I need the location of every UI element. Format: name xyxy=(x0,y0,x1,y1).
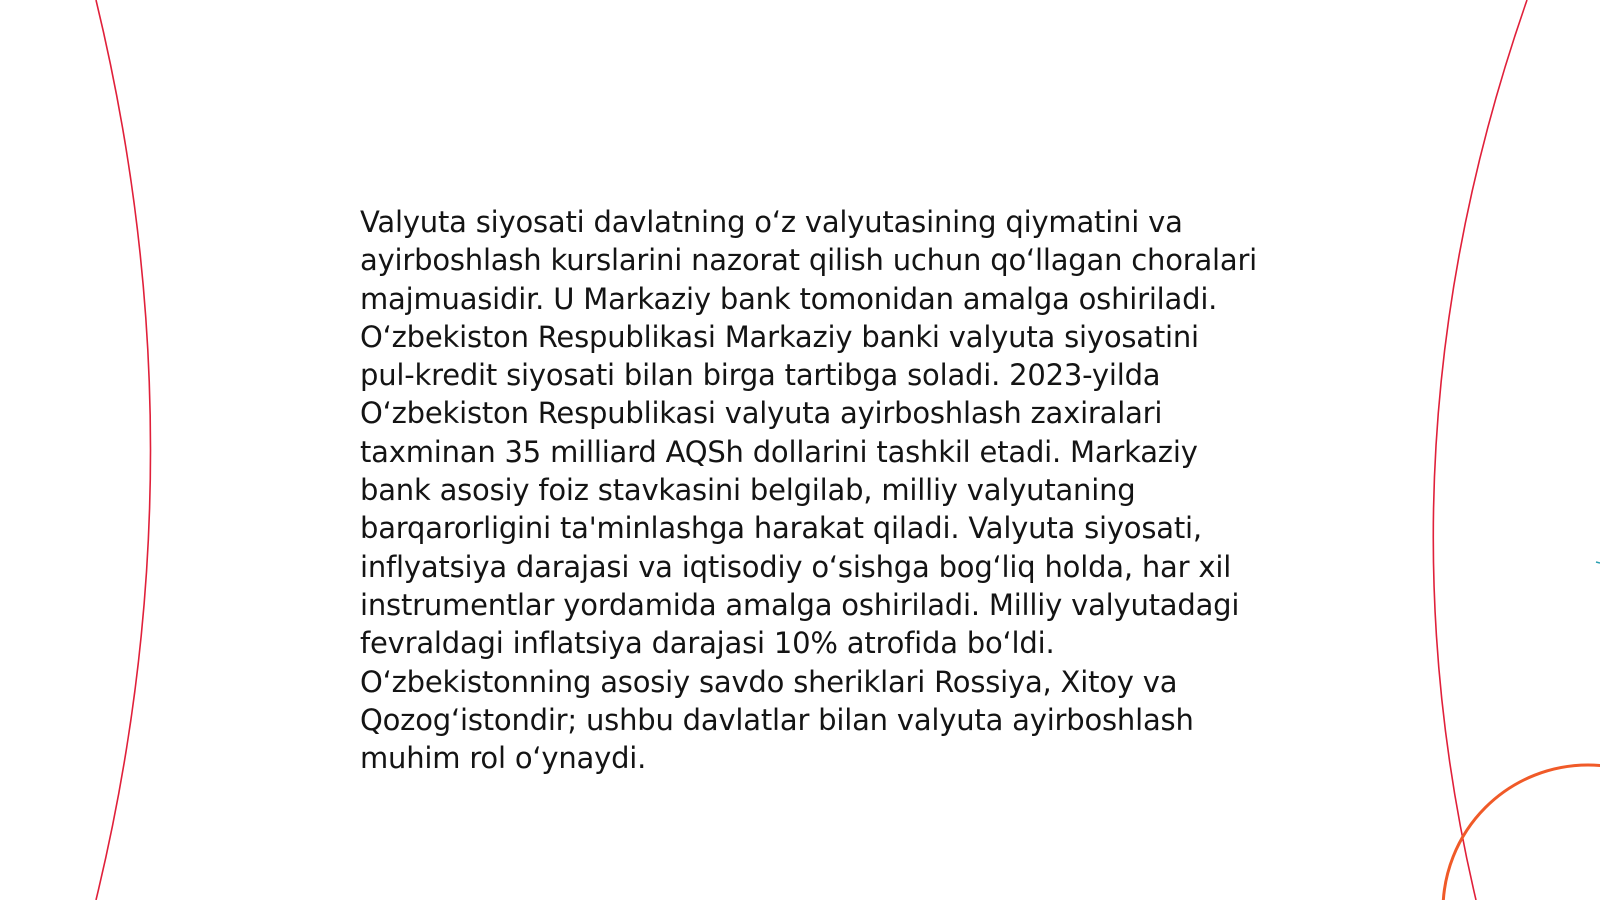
orange-arc xyxy=(1443,765,1600,900)
right-curve-line xyxy=(1433,0,1527,900)
body-paragraph: Valyuta siyosati davlatning o‘z valyutasining qiymatini va ayirboshlash kurslarini nazorat qilish uchun qo‘llagan choralari majmuasidir. U Markaziy bank tomonidan amalga oshiriladi. O‘zbekiston Respublikasi Markaziy banki valyuta siyosatini pul-kredit siyosati bilan birga tartibga soladi. 2023-yilda O‘zbekiston Respublikasi valyuta ayirboshlash zaxiralari taxminan 35 milliard AQSh dollarini tashkil etadi. Markaziy bank asosiy foiz stavkasini belgilab, milliy valyutaning barqarorligini ta'minlashga harakat qiladi. Valyuta siyosati, inflyatsiya darajasi va iqtisodiy o‘sishga bog‘liq holda, har xil instrumentlar yordamida amalga oshiriladi. Milliy valyutadagi fevraldagi inflatsiya darajasi 10% atrofida bo‘ldi. O‘zbekistonning asosiy savdo sheriklari Rossiya, Xitoy va Qozog‘istondir; ushbu davlatlar bilan valyuta ayirboshlash muhim rol o‘ynaydi. xyxy=(360,205,1258,776)
teal-mark xyxy=(1596,562,1600,563)
left-curve-line xyxy=(96,0,151,900)
